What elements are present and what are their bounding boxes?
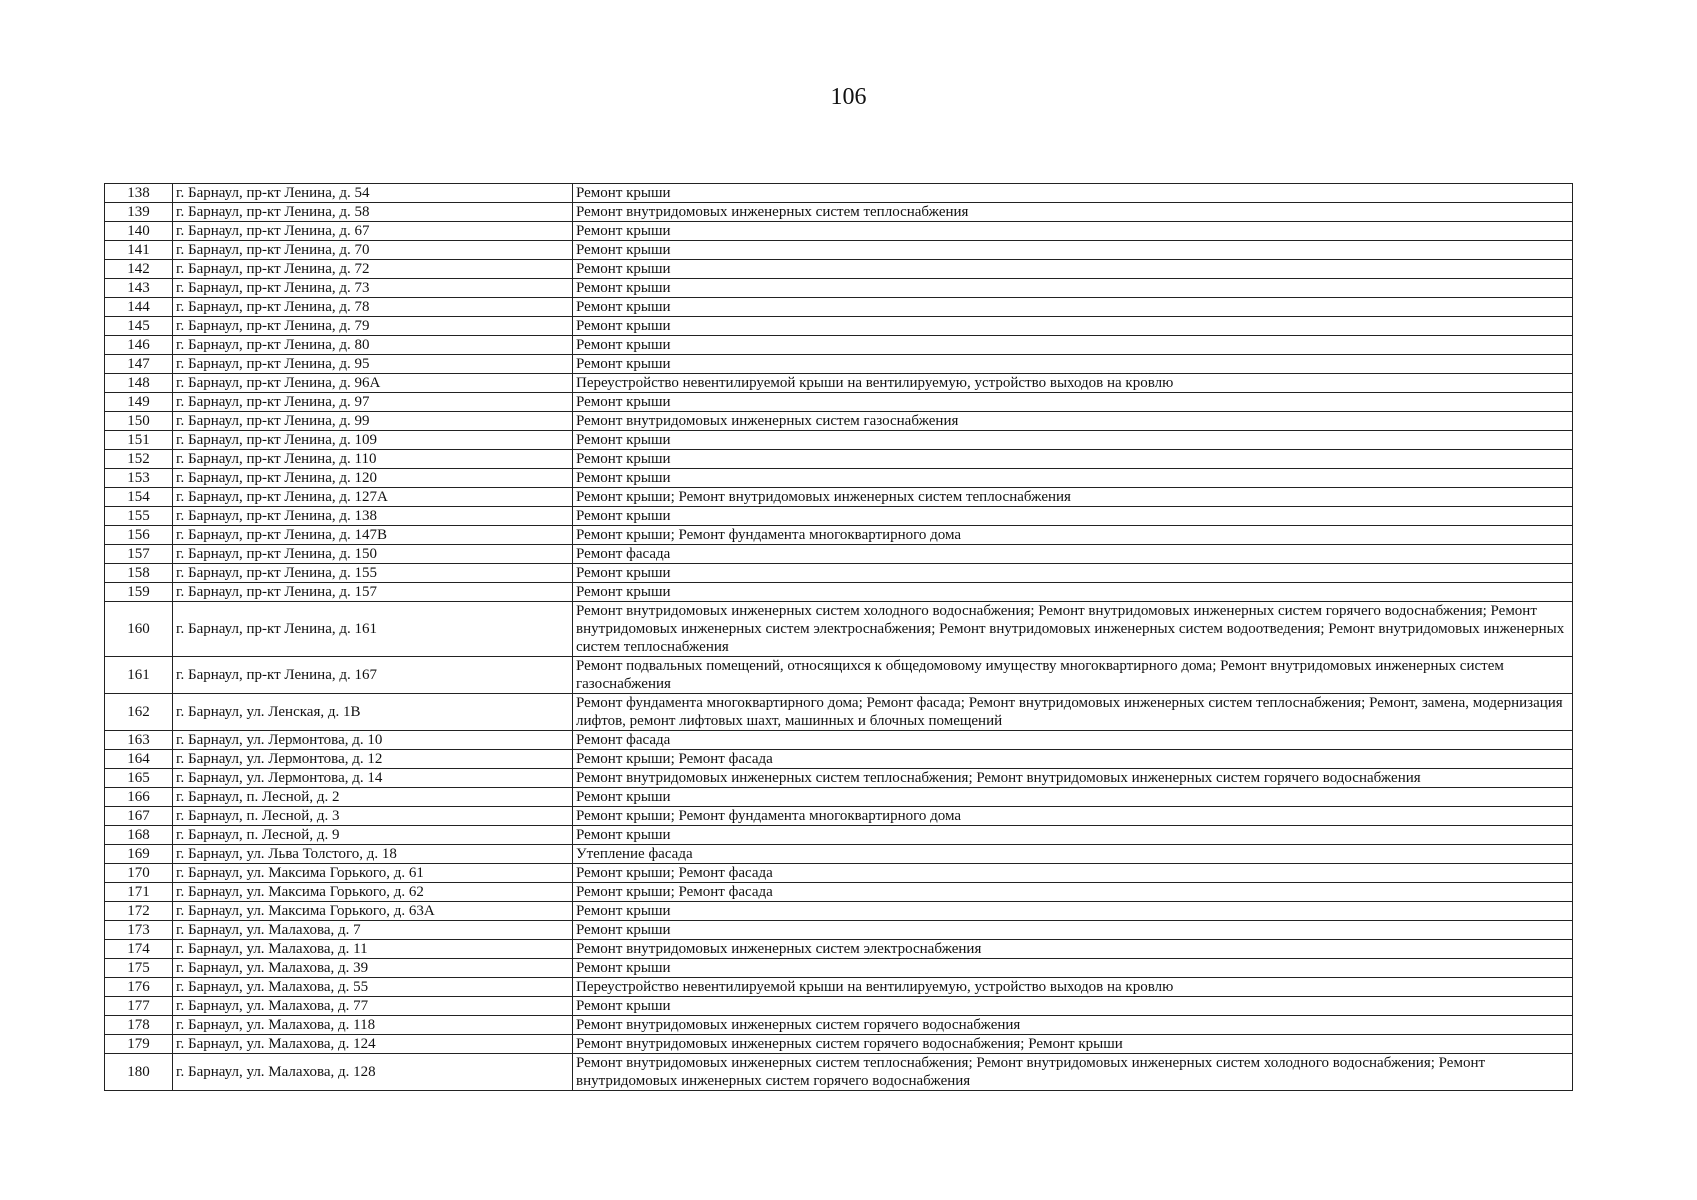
- table-row: [105, 203, 1573, 222]
- work-type-cell: Ремонт крыши; Ремонт внутридомовых инженерных систем теплоснабжения: [573, 488, 1573, 507]
- table-row: [105, 583, 1573, 602]
- address-cell: г. Барнаул, ул. Максима Горького, д. 61: [173, 864, 573, 883]
- work-type-cell: Ремонт крыши: [573, 393, 1573, 412]
- work-type-cell: Ремонт внутридомовых инженерных систем газоснабжения: [573, 412, 1573, 431]
- work-type-cell: Ремонт крыши; Ремонт фундамента многоквартирного дома: [573, 807, 1573, 826]
- work-type-cell: Ремонт фасада: [573, 731, 1573, 750]
- table-row: [105, 731, 1573, 750]
- table-row: [105, 545, 1573, 564]
- row-number-cell: 167: [105, 807, 173, 826]
- address-cell: г. Барнаул, пр-кт Ленина, д. 161: [173, 602, 573, 657]
- work-type-cell: Ремонт крыши: [573, 317, 1573, 336]
- row-number-cell: 166: [105, 788, 173, 807]
- work-type-cell: Утепление фасада: [573, 845, 1573, 864]
- address-cell: г. Барнаул, пр-кт Ленина, д. 72: [173, 260, 573, 279]
- address-cell: г. Барнаул, пр-кт Ленина, д. 150: [173, 545, 573, 564]
- table-row: [105, 374, 1573, 393]
- work-type-cell: Ремонт крыши: [573, 997, 1573, 1016]
- address-cell: г. Барнаул, пр-кт Ленина, д. 95: [173, 355, 573, 374]
- work-type-cell: Ремонт внутридомовых инженерных систем теплоснабжения; Ремонт внутридомовых инженерных систем холодного водоснабжения; Ремонт внутридомовых инженерных систем горячего водоснабжения: [573, 1054, 1573, 1091]
- table-row: [105, 336, 1573, 355]
- row-number-cell: 174: [105, 940, 173, 959]
- address-cell: г. Барнаул, ул. Малахова, д. 128: [173, 1054, 573, 1091]
- work-type-cell: Ремонт крыши; Ремонт фундамента многоквартирного дома: [573, 526, 1573, 545]
- work-type-cell: Ремонт крыши: [573, 298, 1573, 317]
- work-type-cell: Ремонт фундамента многоквартирного дома; Ремонт фасада; Ремонт внутридомовых инженерных систем теплоснабжения; Ремонт, замена, модернизация лифтов, ремонт лифтовых шахт, машинных и блочных помещений: [573, 694, 1573, 731]
- row-number-cell: 162: [105, 694, 173, 731]
- address-cell: г. Барнаул, ул. Максима Горького, д. 62: [173, 883, 573, 902]
- table-row: [105, 602, 1573, 657]
- address-cell: г. Барнаул, ул. Лермонтова, д. 14: [173, 769, 573, 788]
- table-row: [105, 1016, 1573, 1035]
- work-type-cell: Ремонт крыши: [573, 336, 1573, 355]
- address-cell: г. Барнаул, п. Лесной, д. 3: [173, 807, 573, 826]
- work-type-cell: Ремонт крыши: [573, 450, 1573, 469]
- address-cell: г. Барнаул, пр-кт Ленина, д. 155: [173, 564, 573, 583]
- work-type-cell: Ремонт крыши: [573, 583, 1573, 602]
- address-cell: г. Барнаул, пр-кт Ленина, д. 73: [173, 279, 573, 298]
- row-number-cell: 177: [105, 997, 173, 1016]
- table-row: [105, 921, 1573, 940]
- address-cell: г. Барнаул, пр-кт Ленина, д. 127А: [173, 488, 573, 507]
- row-number-cell: 138: [105, 184, 173, 203]
- table-row: [105, 222, 1573, 241]
- row-number-cell: 163: [105, 731, 173, 750]
- address-cell: г. Барнаул, ул. Малахова, д. 118: [173, 1016, 573, 1035]
- row-number-cell: 164: [105, 750, 173, 769]
- row-number-cell: 157: [105, 545, 173, 564]
- work-type-cell: Ремонт крыши: [573, 507, 1573, 526]
- address-cell: г. Барнаул, пр-кт Ленина, д. 78: [173, 298, 573, 317]
- row-number-cell: 144: [105, 298, 173, 317]
- work-type-cell: Ремонт крыши: [573, 564, 1573, 583]
- table-row: [105, 298, 1573, 317]
- address-cell: г. Барнаул, пр-кт Ленина, д. 167: [173, 657, 573, 694]
- address-cell: г. Барнаул, ул. Малахова, д. 124: [173, 1035, 573, 1054]
- address-cell: г. Барнаул, пр-кт Ленина, д. 147В: [173, 526, 573, 545]
- table-row: [105, 1035, 1573, 1054]
- address-cell: г. Барнаул, ул. Малахова, д. 39: [173, 959, 573, 978]
- address-cell: г. Барнаул, п. Лесной, д. 2: [173, 788, 573, 807]
- address-cell: г. Барнаул, ул. Ленская, д. 1В: [173, 694, 573, 731]
- address-cell: г. Барнаул, пр-кт Ленина, д. 120: [173, 469, 573, 488]
- table-row: [105, 959, 1573, 978]
- registry-body: [105, 184, 1573, 1091]
- work-type-cell: Ремонт крыши: [573, 355, 1573, 374]
- address-cell: г. Барнаул, ул. Лермонтова, д. 12: [173, 750, 573, 769]
- work-type-cell: Ремонт внутридомовых инженерных систем холодного водоснабжения; Ремонт внутридомовых инженерных систем горячего водоснабжения; Ремонт внутридомовых инженерных систем электроснабжения; Ремонт внутридомовых инженерных систем водоотведения; Ремонт внутридомовых инженерных систем теплоснабжения: [573, 602, 1573, 657]
- work-type-cell: Ремонт крыши; Ремонт фасада: [573, 864, 1573, 883]
- work-type-cell: Ремонт фасада: [573, 545, 1573, 564]
- work-type-cell: Ремонт крыши: [573, 184, 1573, 203]
- work-type-cell: Ремонт крыши: [573, 241, 1573, 260]
- row-number-cell: 143: [105, 279, 173, 298]
- table-row: [105, 788, 1573, 807]
- table-row: [105, 826, 1573, 845]
- row-number-cell: 146: [105, 336, 173, 355]
- row-number-cell: 161: [105, 657, 173, 694]
- address-cell: г. Барнаул, пр-кт Ленина, д. 138: [173, 507, 573, 526]
- address-cell: г. Барнаул, пр-кт Ленина, д. 99: [173, 412, 573, 431]
- address-cell: г. Барнаул, пр-кт Ленина, д. 157: [173, 583, 573, 602]
- table-row: [105, 241, 1573, 260]
- row-number-cell: 180: [105, 1054, 173, 1091]
- table-row: [105, 750, 1573, 769]
- row-number-cell: 170: [105, 864, 173, 883]
- row-number-cell: 145: [105, 317, 173, 336]
- table-row: [105, 317, 1573, 336]
- address-cell: г. Барнаул, пр-кт Ленина, д. 80: [173, 336, 573, 355]
- work-type-cell: Ремонт внутридомовых инженерных систем электроснабжения: [573, 940, 1573, 959]
- address-cell: г. Барнаул, ул. Малахова, д. 7: [173, 921, 573, 940]
- row-number-cell: 176: [105, 978, 173, 997]
- row-number-cell: 175: [105, 959, 173, 978]
- row-number-cell: 140: [105, 222, 173, 241]
- table-row: [105, 657, 1573, 694]
- table-row: [105, 450, 1573, 469]
- row-number-cell: 153: [105, 469, 173, 488]
- table-row: [105, 469, 1573, 488]
- row-number-cell: 171: [105, 883, 173, 902]
- work-type-cell: Ремонт внутридомовых инженерных систем теплоснабжения: [573, 203, 1573, 222]
- row-number-cell: 159: [105, 583, 173, 602]
- table-row: [105, 564, 1573, 583]
- address-cell: г. Барнаул, п. Лесной, д. 9: [173, 826, 573, 845]
- address-cell: г. Барнаул, пр-кт Ленина, д. 58: [173, 203, 573, 222]
- row-number-cell: 179: [105, 1035, 173, 1054]
- table-row: [105, 260, 1573, 279]
- address-cell: г. Барнаул, ул. Льва Толстого, д. 18: [173, 845, 573, 864]
- row-number-cell: 160: [105, 602, 173, 657]
- work-type-cell: Ремонт крыши: [573, 260, 1573, 279]
- address-cell: г. Барнаул, пр-кт Ленина, д. 96А: [173, 374, 573, 393]
- work-type-cell: Ремонт крыши; Ремонт фасада: [573, 883, 1573, 902]
- table-row: [105, 845, 1573, 864]
- table-row: [105, 997, 1573, 1016]
- row-number-cell: 172: [105, 902, 173, 921]
- row-number-cell: 156: [105, 526, 173, 545]
- work-type-cell: Переустройство невентилируемой крыши на вентилируемую, устройство выходов на кровлю: [573, 978, 1573, 997]
- work-type-cell: Ремонт крыши; Ремонт фасада: [573, 750, 1573, 769]
- table-row: [105, 279, 1573, 298]
- work-type-cell: Ремонт крыши: [573, 279, 1573, 298]
- address-cell: г. Барнаул, ул. Лермонтова, д. 10: [173, 731, 573, 750]
- work-type-cell: Переустройство невентилируемой крыши на вентилируемую, устройство выходов на кровлю: [573, 374, 1573, 393]
- address-cell: г. Барнаул, пр-кт Ленина, д. 109: [173, 431, 573, 450]
- table-row: [105, 431, 1573, 450]
- row-number-cell: 141: [105, 241, 173, 260]
- row-number-cell: 168: [105, 826, 173, 845]
- work-type-cell: Ремонт крыши: [573, 431, 1573, 450]
- work-type-cell: Ремонт крыши: [573, 469, 1573, 488]
- table-row: [105, 507, 1573, 526]
- address-cell: г. Барнаул, пр-кт Ленина, д. 54: [173, 184, 573, 203]
- address-cell: г. Барнаул, ул. Малахова, д. 55: [173, 978, 573, 997]
- row-number-cell: 178: [105, 1016, 173, 1035]
- work-type-cell: Ремонт внутридомовых инженерных систем теплоснабжения; Ремонт внутридомовых инженерных систем горячего водоснабжения: [573, 769, 1573, 788]
- work-type-cell: Ремонт крыши: [573, 921, 1573, 940]
- table-row: [105, 412, 1573, 431]
- row-number-cell: 139: [105, 203, 173, 222]
- table-row: [105, 769, 1573, 788]
- row-number-cell: 158: [105, 564, 173, 583]
- table-row: [105, 902, 1573, 921]
- row-number-cell: 149: [105, 393, 173, 412]
- row-number-cell: 165: [105, 769, 173, 788]
- row-number-cell: 142: [105, 260, 173, 279]
- table-row: [105, 184, 1573, 203]
- work-type-cell: Ремонт внутридомовых инженерных систем горячего водоснабжения: [573, 1016, 1573, 1035]
- address-cell: г. Барнаул, пр-кт Ленина, д. 110: [173, 450, 573, 469]
- page-number: 106: [830, 84, 867, 110]
- table-row: [105, 1054, 1573, 1091]
- table-row: [105, 883, 1573, 902]
- row-number-cell: 173: [105, 921, 173, 940]
- table-row: [105, 807, 1573, 826]
- table-row: [105, 355, 1573, 374]
- row-number-cell: 154: [105, 488, 173, 507]
- address-cell: г. Барнаул, ул. Малахова, д. 11: [173, 940, 573, 959]
- table-row: [105, 526, 1573, 545]
- address-cell: г. Барнаул, пр-кт Ленина, д. 97: [173, 393, 573, 412]
- repair-registry-table: [104, 183, 1573, 1091]
- row-number-cell: 150: [105, 412, 173, 431]
- address-cell: г. Барнаул, ул. Малахова, д. 77: [173, 997, 573, 1016]
- table-row: [105, 694, 1573, 731]
- address-cell: г. Барнаул, ул. Максима Горького, д. 63А: [173, 902, 573, 921]
- row-number-cell: 169: [105, 845, 173, 864]
- row-number-cell: 147: [105, 355, 173, 374]
- table-row: [105, 393, 1573, 412]
- table-row: [105, 940, 1573, 959]
- work-type-cell: Ремонт крыши: [573, 959, 1573, 978]
- address-cell: г. Барнаул, пр-кт Ленина, д. 79: [173, 317, 573, 336]
- table-row: [105, 864, 1573, 883]
- row-number-cell: 152: [105, 450, 173, 469]
- table-row: [105, 978, 1573, 997]
- row-number-cell: 155: [105, 507, 173, 526]
- work-type-cell: Ремонт крыши: [573, 902, 1573, 921]
- table-row: [105, 488, 1573, 507]
- address-cell: г. Барнаул, пр-кт Ленина, д. 67: [173, 222, 573, 241]
- work-type-cell: Ремонт крыши: [573, 826, 1573, 845]
- row-number-cell: 151: [105, 431, 173, 450]
- work-type-cell: Ремонт крыши: [573, 788, 1573, 807]
- address-cell: г. Барнаул, пр-кт Ленина, д. 70: [173, 241, 573, 260]
- work-type-cell: Ремонт подвальных помещений, относящихся к общедомовому имуществу многоквартирного дома; Ремонт внутридомовых инженерных систем газоснабжения: [573, 657, 1573, 694]
- row-number-cell: 148: [105, 374, 173, 393]
- work-type-cell: Ремонт крыши: [573, 222, 1573, 241]
- work-type-cell: Ремонт внутридомовых инженерных систем горячего водоснабжения; Ремонт крыши: [573, 1035, 1573, 1054]
